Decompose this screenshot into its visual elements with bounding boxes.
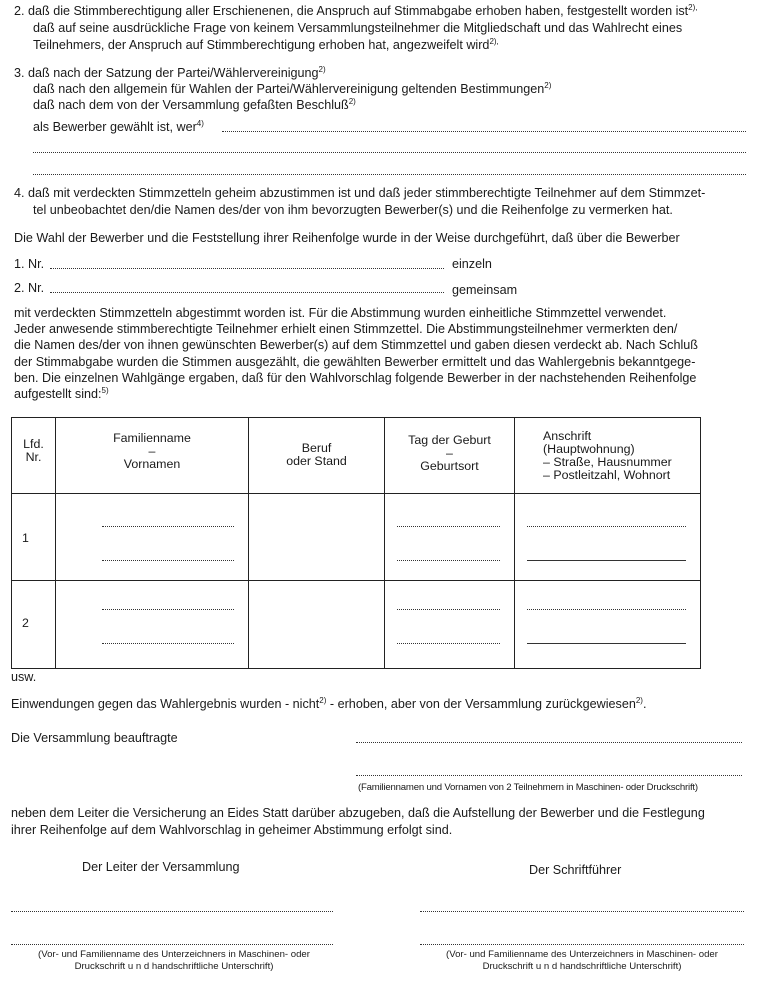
para-line1: mit verdeckten Stimmzetteln abgestimmt worden ist. Für die Abstimmung wurden einheitliche Stimmzettel verwendet. <box>14 306 667 320</box>
row1-suffix: einzeln <box>452 257 492 271</box>
header-profession: Beruf oder Stand <box>249 418 385 494</box>
row-birth-cell[interactable] <box>385 494 515 581</box>
item4-line2: tel unbeobachtet den/die Namen des/der von ihm bevorzugten Bewerber(s) und die Reihenfolge zu vermerken hat. <box>33 203 673 217</box>
row-name-cell[interactable] <box>56 581 249 669</box>
objections-text: Einwendungen gegen das Wahlergebnis wurden - nicht$^{2)}$ - erhoben, aber von der Versammlung zurückgewiesen$^{2)}$. <box>11 695 647 711</box>
para-line2: Jeder anwesende stimmberechtigte Teilnehmer erhielt einen Stimmzettel. Die Abstimmungsteilnehmer vermerkten den/ <box>14 322 678 336</box>
item2-line1: 2. daß die Stimmberechtigung aller Erschienenen, die Anspruch auf Stimmabgabe erhoben haben, festgestellt worden ist$^{2),}$ <box>14 2 698 18</box>
para-line3: die Namen des/der von ihnen gewünschten Bewerber(s) auf dem Stimmzettel und gaben diesen verdeckt ab. Nach Schluß <box>14 338 698 352</box>
para-line6: aufgestellt sind:$^{5)}$ <box>14 385 109 401</box>
row2-number-field[interactable] <box>50 292 444 293</box>
header-lfd-nr: Lfd. Nr. <box>12 418 56 494</box>
table-row <box>12 581 701 669</box>
elected-rule-field-1[interactable] <box>222 131 746 132</box>
signature-right-title: Der Schriftführer <box>529 863 622 877</box>
assigned-person-field-1[interactable] <box>356 742 742 743</box>
assigned-person-field-2[interactable] <box>356 775 742 776</box>
signature-right-note: (Vor- und Familienname des Unterzeichners in Maschinen- oder Druckschrift u n d handschriftliche Unterschrift) <box>446 949 718 972</box>
row1-number-field[interactable] <box>50 268 444 269</box>
header-name: Familienname – Vornamen <box>56 418 249 494</box>
candidate-table <box>11 417 701 669</box>
signature-left-title: Der Leiter der Versammlung <box>82 860 240 874</box>
elected-rule-field-2[interactable] <box>33 152 746 153</box>
table-row <box>12 494 701 581</box>
signature-right-field-1[interactable] <box>420 911 744 912</box>
closing-line2: ihrer Reihenfolge auf dem Wahlvorschlag in geheimer Abstimmung erfolgt sind. <box>11 823 453 837</box>
row-name-cell[interactable] <box>56 494 249 581</box>
item3-line4: als Bewerber gewählt ist, wer$^{4)}$ <box>33 118 204 134</box>
table-header-row <box>12 418 701 494</box>
assigned-note: (Familiennamen und Vornamen von 2 Teilnehmern in Maschinen- oder Druckschrift) <box>358 782 698 793</box>
row1-label: 1. Nr. <box>14 257 45 271</box>
signature-left-note: (Vor- und Familienname des Unterzeichners in Maschinen- oder Druckschrift u n d handschriftliche Unterschrift) <box>38 949 310 972</box>
row-birth-cell[interactable] <box>385 581 515 669</box>
para-line5: ben. Die einzelnen Wahlgänge ergaben, daß für den Wahlvorschlag folgende Bewerber in der nachstehenden Reihenfolge <box>14 371 697 385</box>
para-line4: der Stimmabgabe wurden die Stimmen ausgezählt, die gewählten Bewerber ermittelt und das Wahlergebnis bekanntgege- <box>14 355 696 369</box>
item4-line1: 4. daß mit verdeckten Stimmzetteln geheim abzustimmen ist und daß jeder stimmberechtigte Teilnehmer auf dem Stimmzet- <box>14 186 706 200</box>
signature-left-field-1[interactable] <box>11 911 333 912</box>
row-number: 2 <box>12 581 56 669</box>
row-address-cell[interactable] <box>515 494 701 581</box>
item3-line1: 3. daß nach der Satzung der Partei/Wählervereinigung$^{2)}$ <box>14 64 326 80</box>
header-birth: Tag der Geburt – Geburtsort <box>385 418 515 494</box>
signature-right-field-2[interactable] <box>420 944 744 945</box>
item3-line3: daß nach dem von der Versammlung gefaßten Beschluß$^{2)}$ <box>33 96 356 112</box>
row-address-cell[interactable] <box>515 581 701 669</box>
row-number: 1 <box>12 494 56 581</box>
row-profession-cell[interactable] <box>249 494 385 581</box>
signature-left-field-2[interactable] <box>11 944 333 945</box>
row-profession-cell[interactable] <box>249 581 385 669</box>
elected-rule-field-3[interactable] <box>33 174 746 175</box>
item3-line2: daß nach den allgemein für Wahlen der Partei/Wählervereinigung geltenden Bestimmungen$^{2)}$ <box>33 80 552 96</box>
item2-line2: daß auf seine ausdrückliche Frage von keinem Versammlungsteilnehmer die Mitgliedschaft und das Wahlrecht eines <box>33 21 683 35</box>
assigned-label: Die Versammlung beauftragte <box>11 731 178 745</box>
usw-label: usw. <box>11 670 37 684</box>
row2-suffix: gemeinsam <box>452 283 518 297</box>
item2-line3: Teilnehmers, der Anspruch auf Stimmberechtigung erhoben hat, angezweifelt wird$^{2),}$ <box>33 36 499 52</box>
header-address: Anschrift (Hauptwohnung) – Straße, Hausnummer – Postleitzahl, Wohnort <box>515 418 701 494</box>
election-intro: Die Wahl der Bewerber und die Feststellung ihrer Reihenfolge wurde in der Weise durchgeführt, daß über die Bewerber <box>14 231 680 245</box>
row2-label: 2. Nr. <box>14 281 45 295</box>
closing-line1: neben dem Leiter die Versicherung an Eides Statt darüber abzugeben, daß die Aufstellung der Bewerber und die Festlegung <box>11 806 705 820</box>
